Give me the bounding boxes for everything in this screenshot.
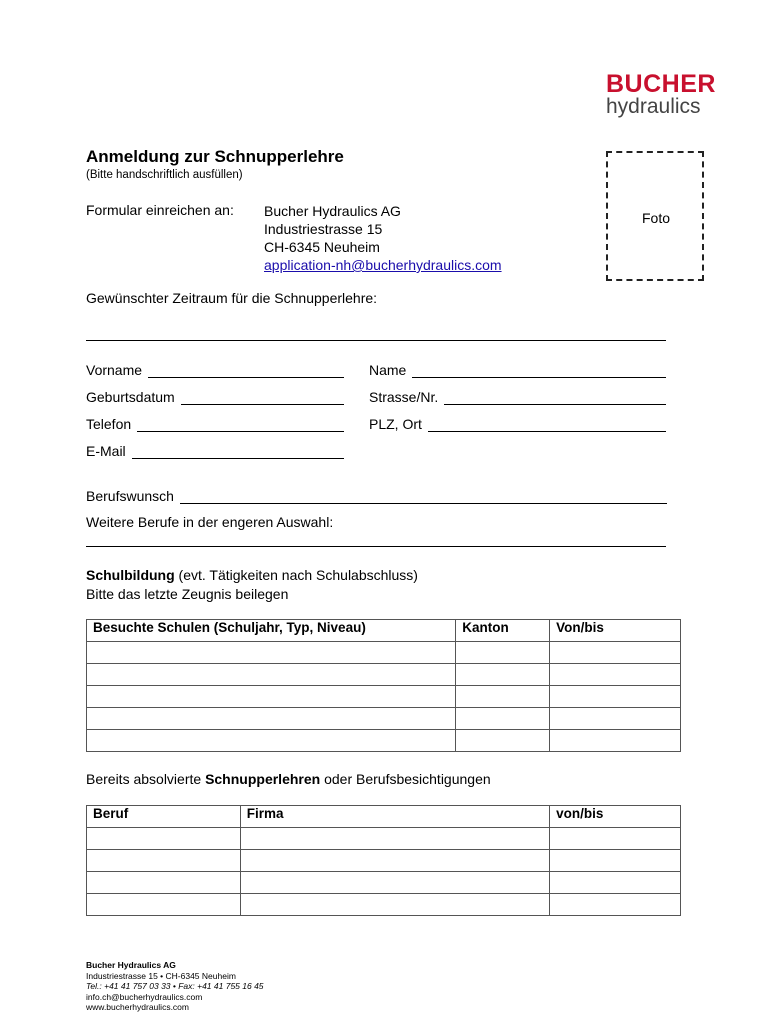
table-cell[interactable]: [87, 642, 456, 664]
table-cell[interactable]: [456, 708, 550, 730]
submit-company: Bucher Hydraulics AG: [264, 203, 401, 219]
trial-title-post: oder Berufsbesichtigungen: [320, 771, 491, 787]
trial-header-beruf: Beruf: [87, 806, 241, 828]
table-cell[interactable]: [87, 850, 241, 872]
table-cell[interactable]: [87, 664, 456, 686]
table-cell[interactable]: [550, 894, 681, 916]
table-cell[interactable]: [240, 828, 549, 850]
schooling-header-row: [87, 620, 681, 642]
footer-phone: Tel.: +41 41 757 03 33 • Fax: +41 41 755 16 45: [86, 981, 264, 991]
period-label: Gewünschter Zeitraum für die Schnupperlehre:: [86, 290, 378, 306]
telefon-field[interactable]: [86, 416, 344, 432]
table-cell[interactable]: [550, 642, 681, 664]
table-cell[interactable]: [456, 664, 550, 686]
table-cell[interactable]: [87, 686, 456, 708]
submit-label: Formular einreichen an:: [86, 202, 234, 218]
table-cell[interactable]: [87, 730, 456, 752]
schooling-title-bold: Schulbildung: [86, 567, 175, 583]
footer-web[interactable]: www.bucherhydraulics.com: [86, 1002, 189, 1012]
schooling-header-vonbis: Von/bis: [550, 620, 681, 642]
footer-email[interactable]: info.ch@bucherhydraulics.com: [86, 991, 203, 1002]
page-subtitle: (Bitte handschriftlich ausfüllen): [86, 169, 243, 181]
schooling-header-schools: Besuchte Schulen (Schuljahr, Typ, Niveau): [87, 620, 456, 642]
vorname-line[interactable]: [148, 363, 344, 378]
plz-field[interactable]: [369, 416, 666, 432]
strasse-line[interactable]: [444, 390, 666, 405]
telefon-line[interactable]: [137, 417, 344, 432]
table-cell[interactable]: [87, 708, 456, 730]
schooling-table: [86, 619, 681, 752]
table-row: [87, 730, 681, 752]
table-cell[interactable]: [456, 642, 550, 664]
trial-header-vonbis: von/bis: [550, 806, 681, 828]
trial-table: [86, 805, 681, 916]
table-cell[interactable]: [87, 872, 241, 894]
submit-address: [264, 202, 502, 274]
logo-bucher: BUCHER: [606, 70, 716, 98]
strasse-field[interactable]: [369, 389, 666, 405]
plz-line[interactable]: [428, 417, 666, 432]
submit-street: Industriestrasse 15: [264, 221, 383, 237]
schooling-header-kanton: Kanton: [456, 620, 550, 642]
schooling-title: [86, 567, 418, 583]
email-label: E-Mail: [86, 443, 126, 459]
table-cell[interactable]: [456, 730, 550, 752]
trial-header-firma: Firma: [240, 806, 549, 828]
email-field[interactable]: [86, 443, 344, 459]
berufswunsch-label: Berufswunsch: [86, 488, 174, 504]
table-cell[interactable]: [240, 850, 549, 872]
period-line[interactable]: [86, 340, 666, 341]
table-cell[interactable]: [550, 730, 681, 752]
strasse-label: Strasse/Nr.: [369, 389, 439, 405]
table-cell[interactable]: [240, 872, 549, 894]
schooling-note: Bitte das letzte Zeugnis beilegen: [86, 586, 289, 602]
table-cell[interactable]: [240, 894, 549, 916]
table-row: [87, 686, 681, 708]
table-row: [87, 708, 681, 730]
geburtsdatum-field[interactable]: [86, 389, 344, 405]
table-row: [87, 642, 681, 664]
table-cell[interactable]: [550, 828, 681, 850]
table-cell[interactable]: [550, 872, 681, 894]
geburtsdatum-label: Geburtsdatum: [86, 389, 175, 405]
table-row: [87, 894, 681, 916]
berufswunsch-line[interactable]: [180, 489, 667, 504]
page-title: Anmeldung zur Schnupperlehre: [86, 147, 344, 166]
logo-hydraulics: hydraulics: [606, 95, 701, 118]
vorname-label: Vorname: [86, 362, 143, 378]
plz-label: PLZ, Ort: [369, 416, 422, 432]
table-cell[interactable]: [87, 894, 241, 916]
footer: [86, 960, 264, 1013]
schooling-title-rest: (evt. Tätigkeiten nach Schulabschluss): [174, 567, 418, 583]
table-cell[interactable]: [550, 664, 681, 686]
table-cell[interactable]: [456, 686, 550, 708]
table-row: [87, 664, 681, 686]
weitere-line[interactable]: [86, 546, 666, 547]
email-line[interactable]: [132, 444, 344, 459]
berufswunsch-field[interactable]: [86, 488, 667, 504]
trial-title-bold: Schnupperlehren: [205, 771, 321, 787]
submit-email-link[interactable]: application-nh@bucherhydraulics.com: [264, 257, 502, 273]
telefon-label: Telefon: [86, 416, 132, 432]
trial-title-pre: Bereits absolvierte: [86, 771, 206, 787]
submit-city: CH-6345 Neuheim: [264, 239, 380, 255]
table-row: [87, 872, 681, 894]
footer-company: Bucher Hydraulics AG: [86, 960, 176, 970]
table-row: [87, 828, 681, 850]
table-cell[interactable]: [87, 828, 241, 850]
footer-address: Industriestrasse 15 • CH-6345 Neuheim: [86, 970, 236, 981]
table-cell[interactable]: [550, 708, 681, 730]
table-row: [87, 850, 681, 872]
geburtsdatum-line[interactable]: [181, 390, 344, 405]
name-label: Name: [369, 362, 407, 378]
table-cell[interactable]: [550, 686, 681, 708]
trial-header-row: [87, 806, 681, 828]
table-cell[interactable]: [550, 850, 681, 872]
photo-box: [606, 151, 704, 281]
photo-label: Foto: [641, 210, 670, 226]
weitere-label: Weitere Berufe in der engeren Auswahl:: [86, 514, 334, 530]
vorname-field[interactable]: [86, 362, 344, 378]
name-line[interactable]: [412, 363, 666, 378]
name-field[interactable]: [369, 362, 666, 378]
trial-title: [86, 771, 491, 787]
